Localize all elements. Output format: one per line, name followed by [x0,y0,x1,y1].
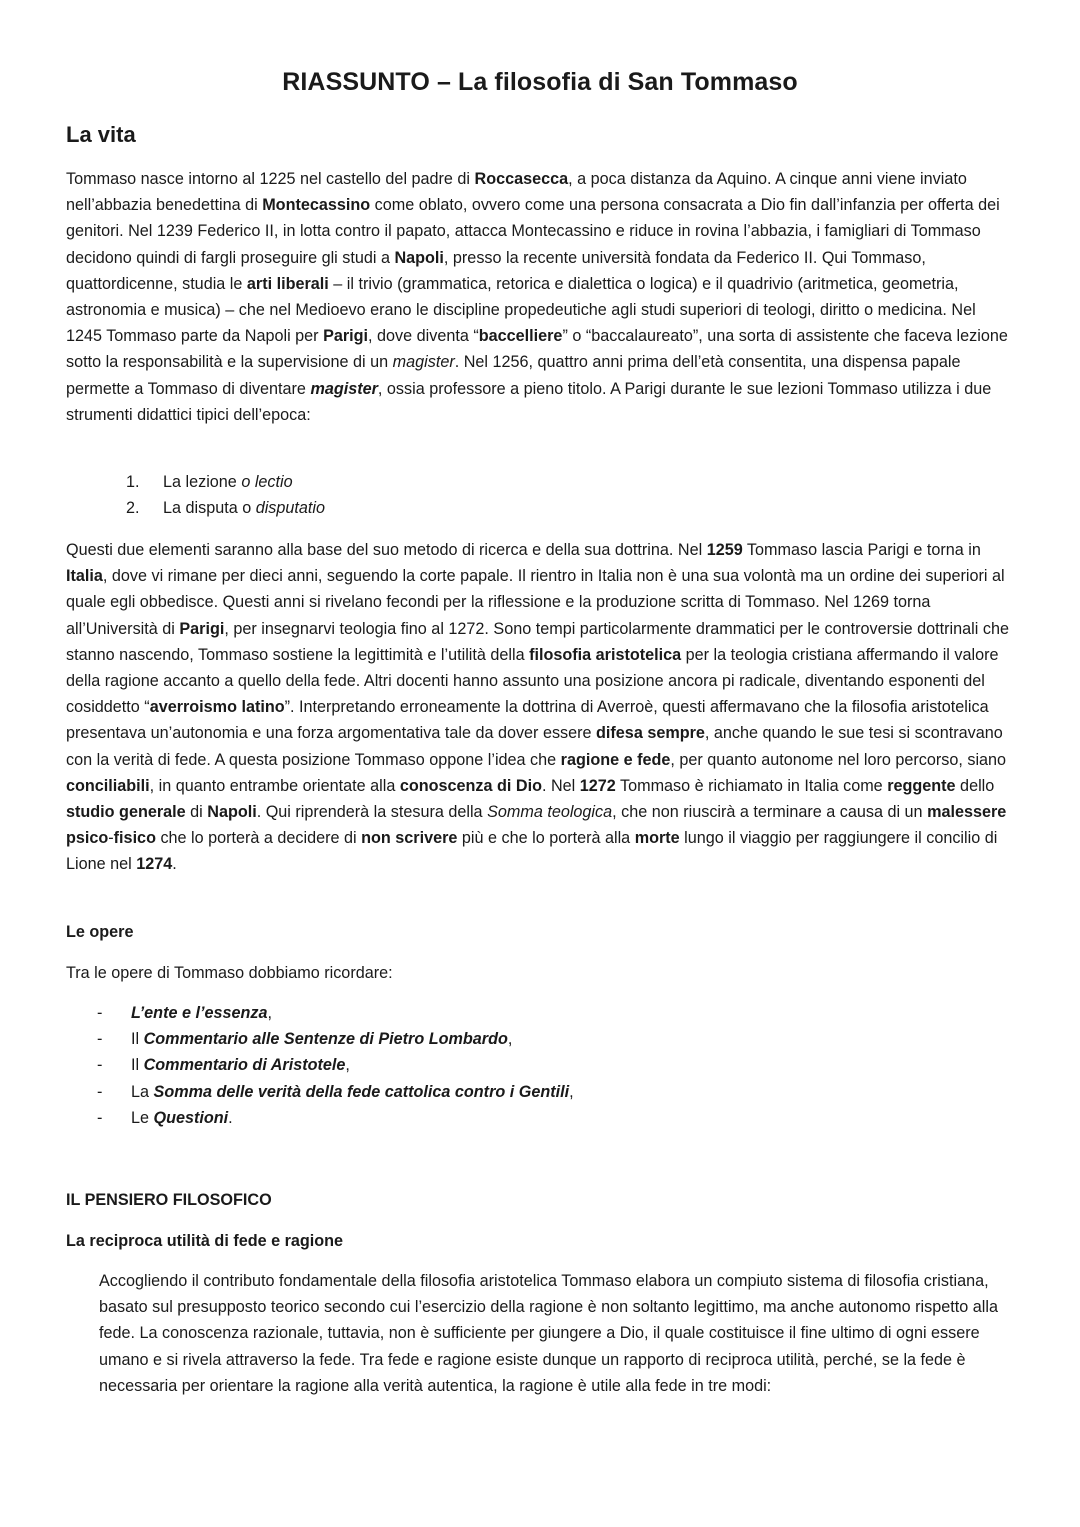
list-item-text: La lezione o lectio [163,473,293,491]
list-item: - Le Questioni. [97,1105,574,1131]
opere-list [97,1000,574,1131]
opere-intro: Tra le opere di Tommaso dobbiamo ricordare: [66,964,393,982]
paragraph-vita-2: Questi due elementi saranno alla base del suo metodo di ricerca e della sua dottrina. Nel 1259 Tommaso lascia Parigi e torna in Italia, dove vi rimane per dieci anni, seguendo la corte papale. Il rientro in Italia non è una sua volontà ma un ordine dei superiori al quale egli obbedisce. Questi anni si rivelano fecondi per la riflessione e la produzione scritta di Tommaso. Nel 1269 torna all’Università di Parigi, per insegnarvi teologia fino al 1272. Sono tempi particolarmente drammatici per le controversie dottrinali che stanno nascendo, Tommaso sostiene la legittimità e l’utilità della filosofia aristotelica per la teologia cristiana affermando il valore della ragione accanto a quello della fede. Altri docenti hanno assunto una posizione ancora pi radicale, diventando esponenti del cosiddetto “averroismo latino”. Interpretando erroneamente la dottrina di Averroè, questi affermavano che la filosofia aristotelica presentava un’autonomia e una forza argomentativa tale da dover essere difesa sempre, anche quando le sue tesi si scontravano con la verità di fede. A questa posizione Tommaso oppone l’idea che ragione e fede, per quanto autonome nel loro percorso, siano conciliabili, in quanto entrambe orientate alla conoscenza di Dio. Nel 1272 Tommaso è richiamato in Italia come reggente dello studio generale di Napoli. Qui riprenderà la stesura della Somma teologica, che non riuscirà a terminare a causa di un malessere psico-fisico che lo porterà a decidere di non scrivere più e che lo porterà alla morte lungo il viaggio per raggiungere il concilio di Lione nel 1274. [66,541,1009,874]
list-item-text: La Somma delle verità della fede cattolica contro i Gentili, [131,1082,574,1101]
list-item: - La Somma delle verità della fede cattolica contro i Gentili, [97,1079,574,1105]
paragraph-reciproca-utilita: Accogliendo il contributo fondamentale della filosofia aristotelica Tommaso elabora un compiuto sistema di filosofia cristiana, basato sul presupposto teorico secondo cui l’esercizio della ragione è non soltanto legittimo, ma anche autonomo rispetto alla fede. La conoscenza razionale, tuttavia, non è sufficiente per giungere a Dio, il quale costituisce il fine ultimo di ogni essere umano e si rivela attraverso la fede. Tra fede e ragione esiste dunque un rapporto di reciproca utilità, perché, se la fede è necessaria per orientare la ragione alla verità autentica, la ragione è utile alla fede in tre modi: [99,1272,998,1395]
paragraph-vita-1: Tommaso nasce intorno al 1225 nel castello del padre di Roccasecca, a poca distanza da Aquino. A cinque anni viene inviato nell’abbazia benedettina di Montecassino come oblato, ovvero come una persona consacrata a Dio fin dall’infanzia per offerta dei genitori. Nel 1239 Federico II, in lotta contro il papato, attacca Montecassino e riduce in rovina l’abbazia, i famigliari di Tommaso decidono quindi di fargli proseguire gli studi a Napoli, presso la recente università fondata da Federico II. Qui Tommaso, quattordicenne, studia le arti liberali – il trivio (grammatica, retorica e dialettica o logica) e il quadrivio (aritmetica, geometria, astronomia e musica) – che nel Medioevo erano le discipline propedeutiche agli studi superiori di teologi, diritto o medicina. Nel 1245 Tommaso parte da Napoli per Parigi, dove diventa “baccelliere” o “baccalaureato”, una sorta di assistente che faceva lezione sotto la responsabilità e la supervisione di un magister. Nel 1256, quattro anni prima dell’età consentita, una dispensa papale permette a Tommaso di diventare magister, ossia professore a pieno titolo. A Parigi durante le sue lezioni Tommaso utilizza i due strumenti didattici tipici dell’epoca: [66,170,1008,424]
page-title: RIASSUNTO – La filosofia di San Tommaso [282,68,798,96]
section-heading-vita: La vita [66,122,136,147]
list-number: 1. [126,473,140,491]
heading-reciproca-utilita: La reciproca utilità di fede e ragione [66,1232,344,1250]
list-item-text: Le Questioni. [131,1108,233,1127]
list-item [126,495,325,521]
list-item-text: Il Commentario di Aristotele, [131,1056,350,1075]
list-item: - Il Commentario alle Sentenze di Pietro Lombardo, [97,1026,574,1052]
list-item-text: L’ente e l’essenza, [131,1004,272,1022]
list-item-text: La disputa o disputatio [163,499,325,518]
list-item-text: Il Commentario alle Sentenze di Pietro Lombardo, [131,1030,513,1049]
list-item: - L’ente e l’essenza, [97,1000,574,1026]
list-item [126,469,325,495]
numbered-list-strumenti [126,469,325,521]
list-number: 2. [126,499,140,518]
heading-pensiero-filosofico: IL PENSIERO FILOSOFICO [66,1191,272,1209]
list-item: - Il Commentario di Aristotele, [97,1052,574,1078]
heading-le-opere: Le opere [66,923,134,941]
